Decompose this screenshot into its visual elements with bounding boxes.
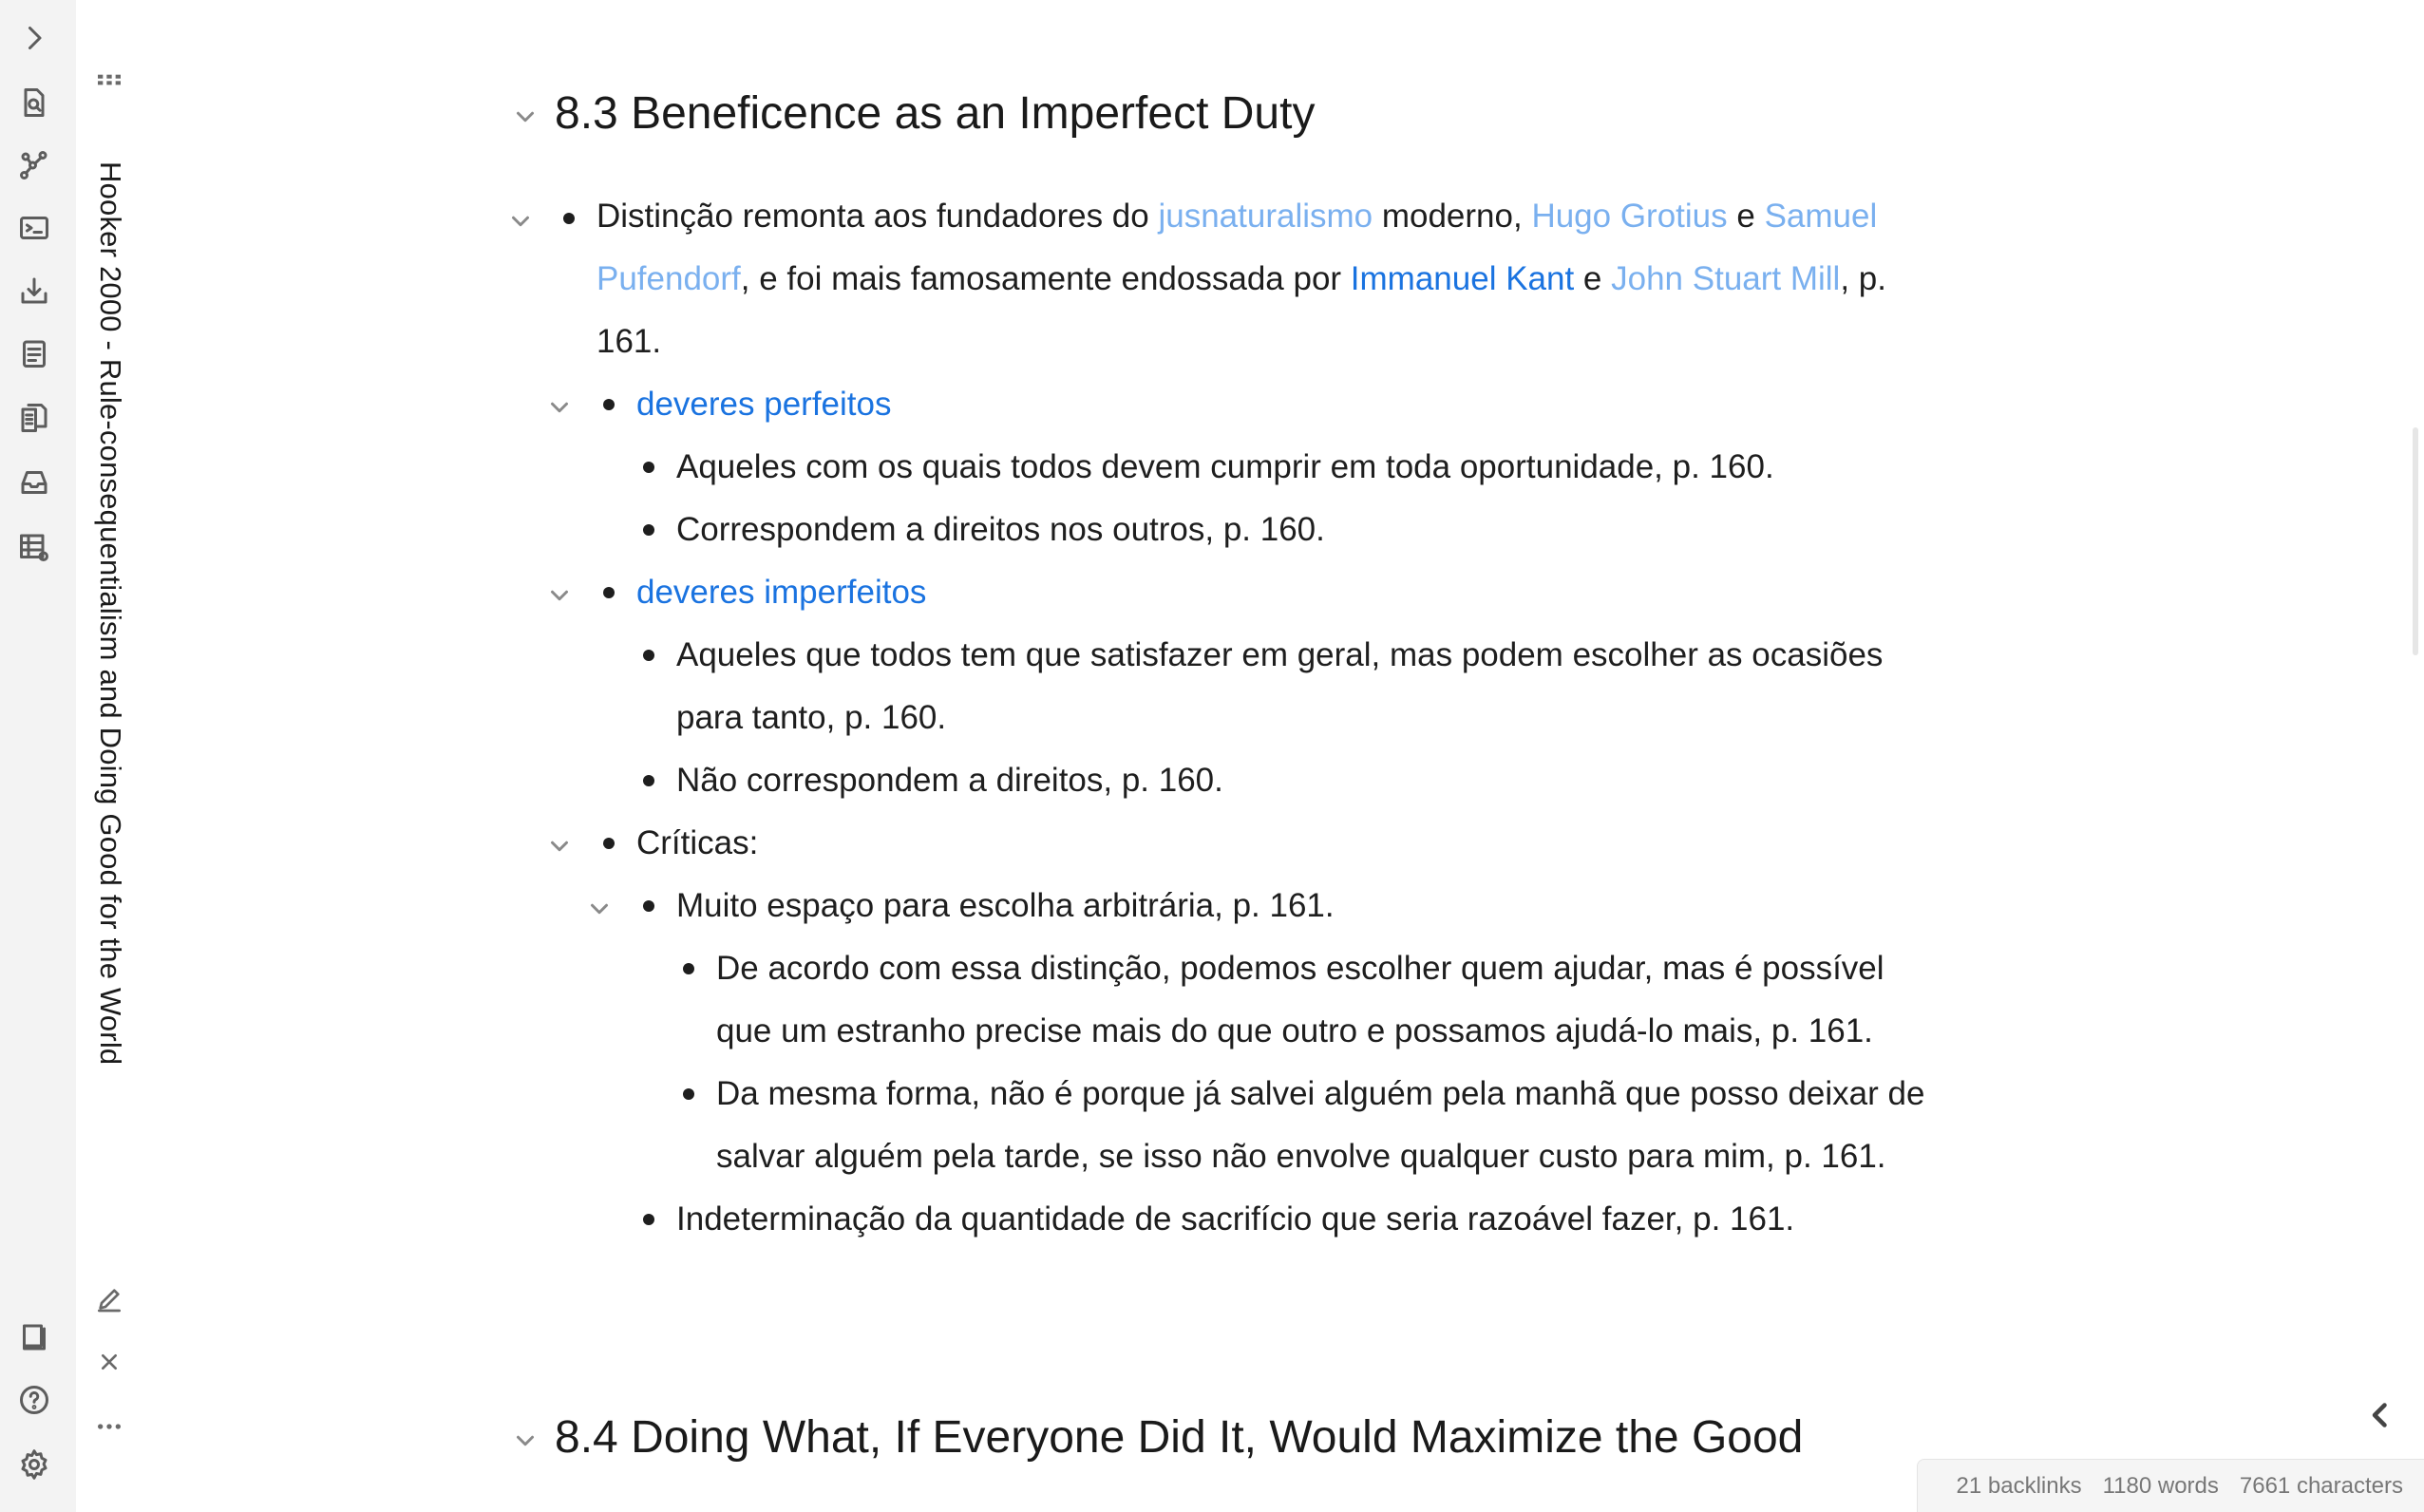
bullet bbox=[603, 838, 615, 849]
word-count: 1180 words bbox=[2102, 1472, 2219, 1499]
link-samuel[interactable]: Samuel bbox=[1764, 198, 1878, 235]
fold-intro-icon[interactable] bbox=[506, 207, 535, 236]
bullet bbox=[643, 462, 654, 473]
fold-perfect-icon[interactable] bbox=[545, 393, 574, 422]
bullet bbox=[603, 399, 615, 410]
heading-8-4: 8.4 Doing What, If Everyone Did It, Would Maximize the Good bbox=[555, 1412, 1804, 1463]
bullet bbox=[563, 213, 575, 224]
bullet bbox=[603, 587, 615, 598]
close-icon[interactable] bbox=[88, 1341, 130, 1383]
bullet bbox=[643, 1214, 654, 1225]
intro-line-2 bbox=[597, 258, 1886, 300]
note-title-vertical: Hooker 2000 - Rule-consequentialism and Doing Good for the World bbox=[94, 161, 127, 1066]
grid-menu-icon[interactable] bbox=[88, 59, 130, 101]
fold-heading-8-3-icon[interactable] bbox=[511, 103, 540, 131]
link-john-stuart-mill[interactable]: John Stuart Mill bbox=[1611, 260, 1841, 297]
intro-text: Distinção remonta aos fundadores do bbox=[597, 198, 1159, 235]
link-immanuel-kant[interactable]: Immanuel Kant bbox=[1350, 260, 1575, 297]
download-icon[interactable] bbox=[13, 270, 55, 312]
terminal-icon[interactable] bbox=[13, 207, 55, 249]
bullet bbox=[683, 1088, 694, 1100]
edit-pencil-icon[interactable] bbox=[88, 1278, 130, 1320]
link-pufendorf[interactable]: Pufendorf bbox=[597, 260, 741, 297]
bullet bbox=[683, 963, 694, 974]
intro-text: e bbox=[1727, 198, 1765, 235]
fold-criticas-icon[interactable] bbox=[545, 832, 574, 860]
search-document-icon[interactable] bbox=[13, 82, 55, 123]
scrollbar[interactable] bbox=[2413, 427, 2418, 655]
calendar-note-icon[interactable] bbox=[13, 332, 55, 374]
link-deveres-imperfeitos[interactable]: deveres imperfeitos bbox=[636, 574, 927, 611]
fold-imperfect-icon[interactable] bbox=[545, 581, 574, 610]
fold-heading-8-4-icon[interactable] bbox=[511, 1427, 540, 1455]
character-count: 7661 characters bbox=[2239, 1472, 2403, 1499]
intro-line-1 bbox=[597, 196, 1877, 237]
inbox-icon[interactable] bbox=[13, 462, 55, 503]
intro-text: moderno, bbox=[1373, 198, 1532, 235]
intro-text: , e foi mais famosamente endossada por bbox=[740, 260, 1351, 297]
status-bar bbox=[1917, 1459, 2424, 1512]
backlinks-count[interactable]: 21 backlinks bbox=[1956, 1472, 2082, 1499]
bullet bbox=[643, 900, 654, 912]
criticas-label: Críticas: bbox=[636, 824, 759, 861]
list-item: Não correspondem a direitos, p. 160. bbox=[676, 762, 1223, 799]
list-item: Da mesma forma, não é porque já salvei alguém pela manhã que posso deixar de bbox=[716, 1075, 1925, 1112]
bullet bbox=[643, 650, 654, 661]
graph-view-icon[interactable] bbox=[13, 144, 55, 186]
list-item: Indeterminação da quantidade de sacrifício que seria razoável fazer, p. 161. bbox=[676, 1200, 1795, 1238]
bullet bbox=[643, 524, 654, 536]
expand-right-sidebar-icon[interactable] bbox=[2363, 1398, 2397, 1432]
intro-text: , p. bbox=[1840, 260, 1886, 297]
left-ribbon bbox=[0, 0, 76, 1512]
link-jusnaturalismo[interactable]: jusnaturalismo bbox=[1158, 198, 1373, 235]
link-hugo-grotius[interactable]: Hugo Grotius bbox=[1531, 198, 1728, 235]
list-item-continued: para tanto, p. 160. bbox=[676, 699, 947, 736]
list-item: Muito espaço para escolha arbitrária, p. 161. bbox=[676, 887, 1335, 924]
list-item: Aqueles que todos tem que satisfazer em geral, mas podem escolher as ocasiões bbox=[676, 636, 1884, 673]
bullet bbox=[643, 775, 654, 786]
more-options-icon[interactable] bbox=[88, 1406, 130, 1447]
heading-8-3: 8.3 Beneficence as an Imperfect Duty bbox=[555, 88, 1316, 139]
intro-text: e bbox=[1574, 260, 1612, 297]
table-settings-icon[interactable] bbox=[13, 526, 55, 568]
link-deveres-perfeitos[interactable]: deveres perfeitos bbox=[636, 386, 892, 423]
list-item-continued: que um estranho precise mais do que outro e possamos ajudá-lo mais, p. 161. bbox=[716, 1012, 1873, 1049]
settings-icon[interactable] bbox=[13, 1444, 55, 1485]
expand-sidebar-icon[interactable] bbox=[13, 17, 55, 59]
help-icon[interactable] bbox=[13, 1379, 55, 1421]
list-item: Correspondem a direitos nos outros, p. 160. bbox=[676, 511, 1325, 548]
intro-line-3: 161. bbox=[597, 323, 662, 360]
documents-icon[interactable] bbox=[13, 397, 55, 439]
vault-book-icon[interactable] bbox=[13, 1316, 55, 1358]
list-item: De acordo com essa distinção, podemos escolher quem ajudar, mas é possível bbox=[716, 950, 1884, 987]
list-item: Aqueles com os quais todos devem cumprir em toda oportunidade, p. 160. bbox=[676, 448, 1774, 485]
list-item-continued: salvar alguém pela tarde, se isso não envolve qualquer custo para mim, p. 161. bbox=[716, 1138, 1886, 1175]
fold-critica-1-icon[interactable] bbox=[585, 895, 614, 923]
